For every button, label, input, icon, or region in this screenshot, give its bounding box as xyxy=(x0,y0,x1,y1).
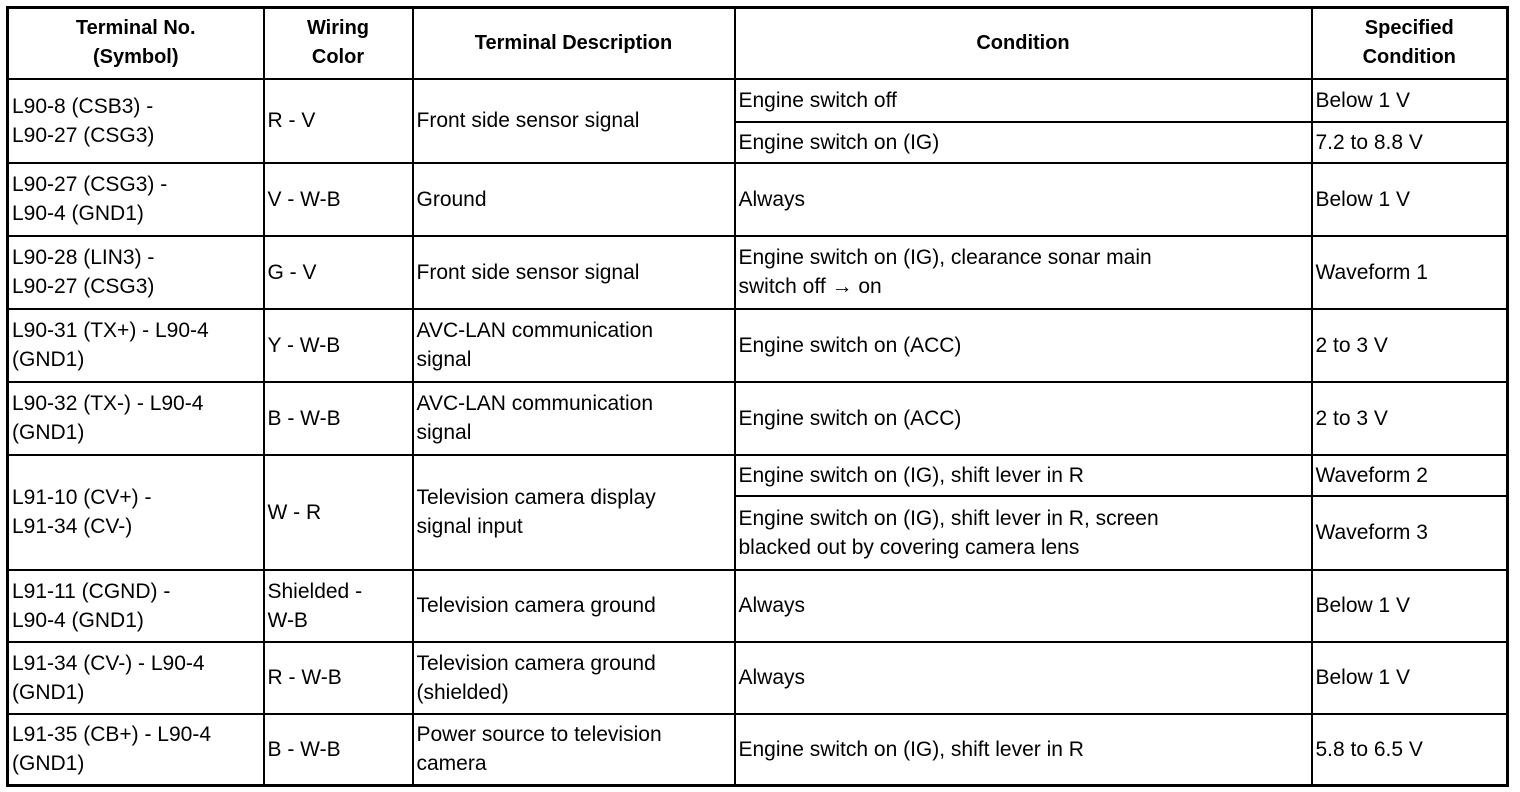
specified-condition-cell: Below 1 V xyxy=(1312,79,1508,122)
terminal-description-cell: Front side sensor signal xyxy=(413,236,735,309)
terminal-cell: L91-10 (CV+) - L91-34 (CV-) xyxy=(8,455,264,570)
wiring-color-cell: W - R xyxy=(264,455,413,570)
header-terminal: Terminal No. (Symbol) xyxy=(8,8,264,79)
terminal-description-cell: AVC-LAN communication signal xyxy=(413,309,735,382)
terminal-cell: L90-8 (CSB3) - L90-27 (CSG3) xyxy=(8,79,264,163)
specified-condition-cell: Below 1 V xyxy=(1312,163,1508,236)
terminal-description-cell: Television camera ground xyxy=(413,570,735,642)
terminal-description-cell: Television camera ground (shielded) xyxy=(413,642,735,714)
condition-cell: Engine switch on (IG) xyxy=(735,122,1312,163)
condition-cell: Engine switch on (IG), shift lever in R, screen blacked out by covering camera lens xyxy=(735,496,1312,570)
terminal-description-cell: Ground xyxy=(413,163,735,236)
condition-cell: Engine switch on (ACC) xyxy=(735,382,1312,455)
terminal-cell: L90-31 (TX+) - L90-4 (GND1) xyxy=(8,309,264,382)
table-row xyxy=(8,79,1508,122)
terminal-description-cell: Power source to television camera xyxy=(413,714,735,786)
header-terminal-description: Terminal Description xyxy=(413,8,735,79)
specified-condition-cell: Below 1 V xyxy=(1312,642,1508,714)
specified-condition-cell: Below 1 V xyxy=(1312,570,1508,642)
condition-cell: Always xyxy=(735,163,1312,236)
table-row xyxy=(8,309,1508,382)
header-wiring-color: Wiring Color xyxy=(264,8,413,79)
wiring-color-cell: B - W-B xyxy=(264,714,413,786)
header-row xyxy=(8,8,1508,79)
terminal-cell: L91-35 (CB+) - L90-4 (GND1) xyxy=(8,714,264,786)
specified-condition-cell: 2 to 3 V xyxy=(1312,382,1508,455)
wiring-color-cell: R - W-B xyxy=(264,642,413,714)
table-row xyxy=(8,382,1508,455)
condition-cell: Engine switch on (ACC) xyxy=(735,309,1312,382)
table-row xyxy=(8,163,1508,236)
terminal-cell: L91-11 (CGND) - L90-4 (GND1) xyxy=(8,570,264,642)
wiring-color-cell: V - W-B xyxy=(264,163,413,236)
wiring-color-cell: R - V xyxy=(264,79,413,163)
terminal-description-cell: Front side sensor signal xyxy=(413,79,735,163)
table-body xyxy=(8,79,1508,786)
table-row xyxy=(8,236,1508,309)
header-specified-condition: Specified Condition xyxy=(1312,8,1508,79)
table-row xyxy=(8,570,1508,642)
terminal-cell: L90-27 (CSG3) - L90-4 (GND1) xyxy=(8,163,264,236)
terminal-description-cell: AVC-LAN communication signal xyxy=(413,382,735,455)
wiring-color-cell: Y - W-B xyxy=(264,309,413,382)
wiring-color-cell: G - V xyxy=(264,236,413,309)
header-condition: Condition xyxy=(735,8,1312,79)
table-row xyxy=(8,714,1508,786)
specified-condition-cell: 7.2 to 8.8 V xyxy=(1312,122,1508,163)
condition-cell: Engine switch on (IG), shift lever in R xyxy=(735,714,1312,786)
wiring-color-cell: B - W-B xyxy=(264,382,413,455)
specified-condition-cell: Waveform 2 xyxy=(1312,455,1508,496)
wiring-color-cell: Shielded - W-B xyxy=(264,570,413,642)
specified-condition-cell: Waveform 3 xyxy=(1312,496,1508,570)
specified-condition-cell: 2 to 3 V xyxy=(1312,309,1508,382)
terminal-description-cell: Television camera display signal input xyxy=(413,455,735,570)
condition-cell: Engine switch on (IG), shift lever in R xyxy=(735,455,1312,496)
terminal-cell: L91-34 (CV-) - L90-4 (GND1) xyxy=(8,642,264,714)
condition-cell: Always xyxy=(735,570,1312,642)
condition-cell: Always xyxy=(735,642,1312,714)
terminal-cell: L90-28 (LIN3) - L90-27 (CSG3) xyxy=(8,236,264,309)
terminal-table xyxy=(6,6,1509,787)
table-row xyxy=(8,455,1508,496)
terminal-cell: L90-32 (TX-) - L90-4 (GND1) xyxy=(8,382,264,455)
specified-condition-cell: 5.8 to 6.5 V xyxy=(1312,714,1508,786)
condition-cell: Engine switch off xyxy=(735,79,1312,122)
table-row xyxy=(8,642,1508,714)
specified-condition-cell: Waveform 1 xyxy=(1312,236,1508,309)
condition-cell: Engine switch on (IG), clearance sonar main switch off → on xyxy=(735,236,1312,309)
